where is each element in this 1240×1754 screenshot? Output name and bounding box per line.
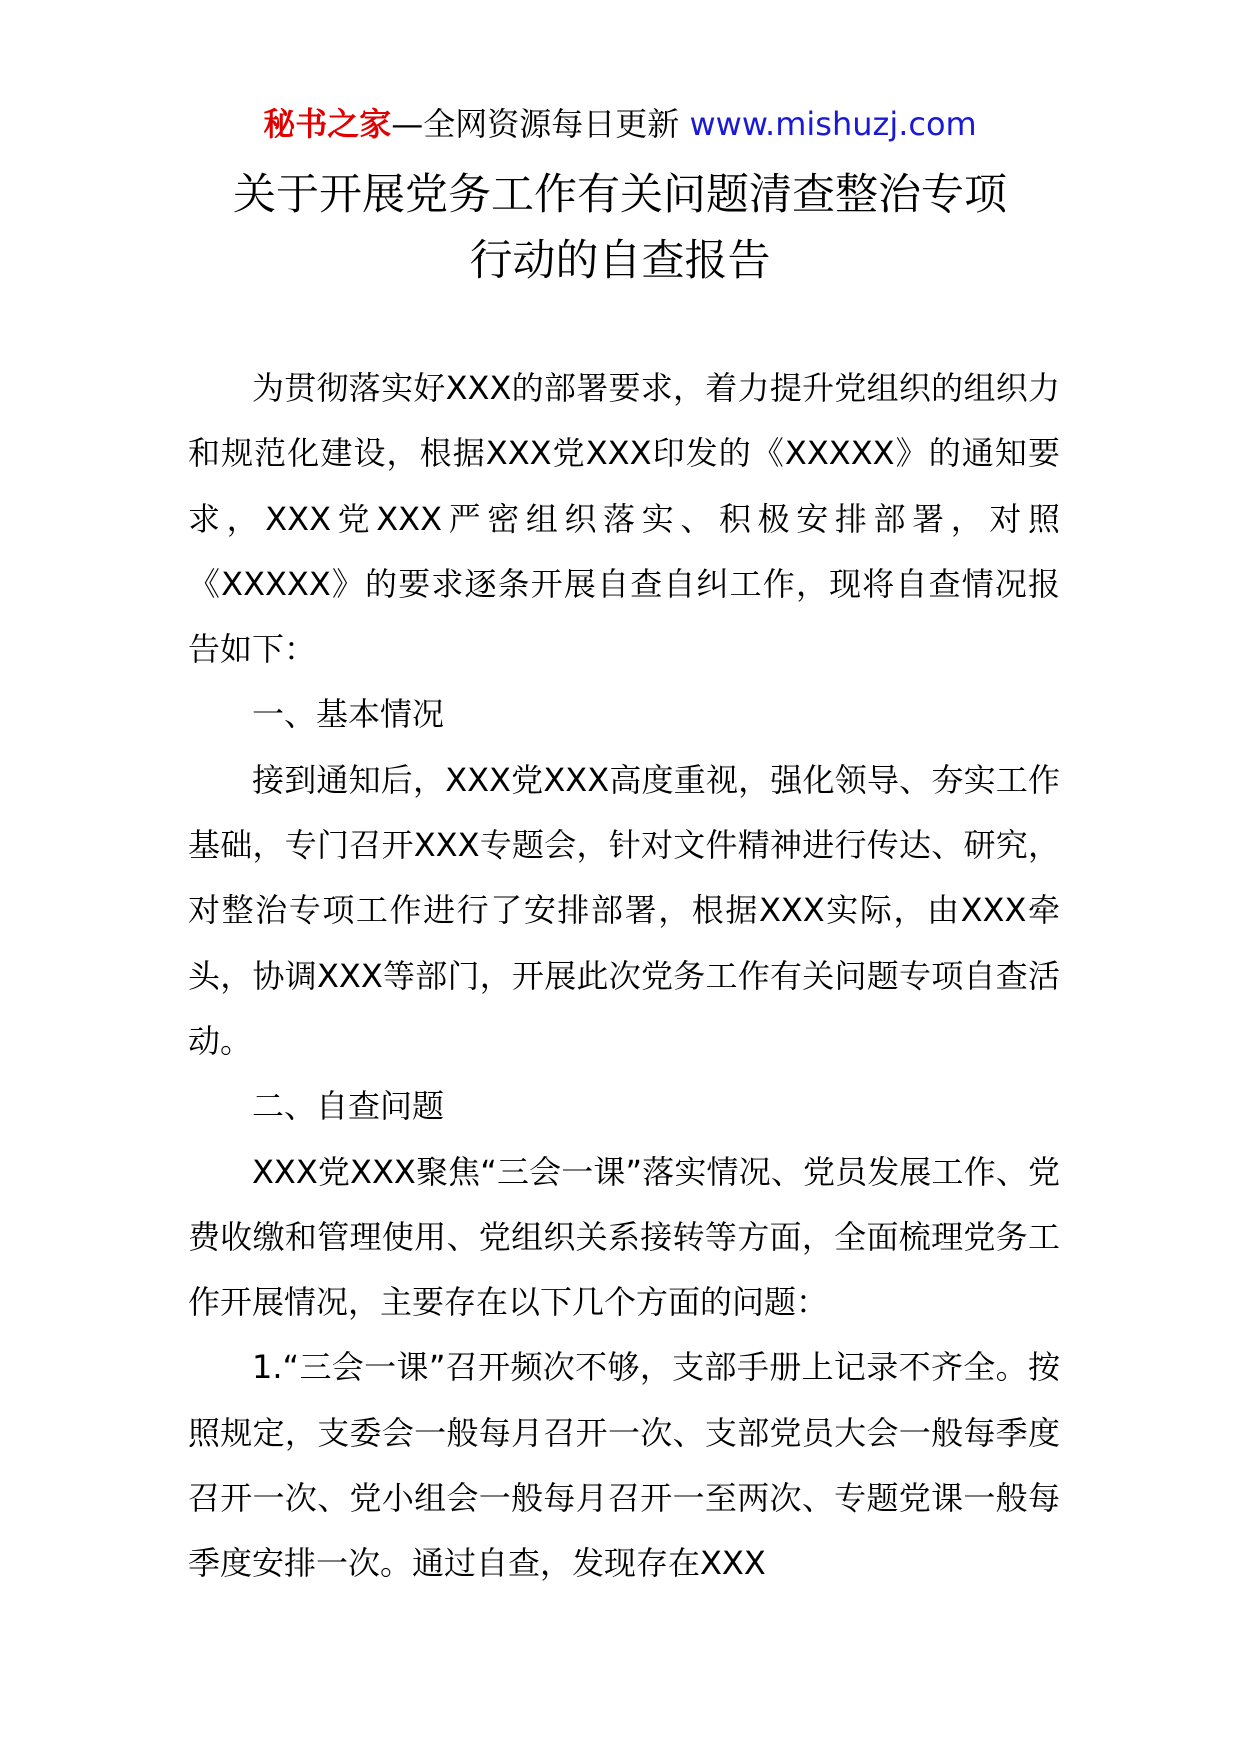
intro-paragraph: 为贯彻落实好XXX的部署要求，着力提升党组织的组织力和规范化建设，根据XXX党XXX印发的《XXXXX》的通知要求，XXX党XXX严密组织落实、积极安排部署，对照《XXXXX》的要求逐条开展自查自纠工作，现将自查情况报告如下： xyxy=(188,369,1060,669)
issue-item-1-paragraph: 1.“三会一课”召开频次不够，支部手册上记录不齐全。按照规定，支委会一般每月召开一次、支部党员大会一般每季度召开一次、党小组会一般每月召开一至两次、专题党课一般每季度安排一次。通过自查，发现存在XXX xyxy=(188,1348,1060,1583)
header-tagline: —全网资源每日更新 xyxy=(391,105,690,143)
section-heading-self-check-issues: 二、自查问题 xyxy=(252,1087,445,1126)
site-header xyxy=(0,102,1240,146)
self-check-issues-paragraph: XXX党XXX聚焦“三会一课”落实情况、党员发展工作、党费收缴和管理使用、党组织关系接转等方面，全面梳理党务工作开展情况，主要存在以下几个方面的问题： xyxy=(188,1152,1060,1322)
brand-name: 秘书之家 xyxy=(263,105,392,143)
section-heading-basic-situation: 一、基本情况 xyxy=(252,695,445,734)
basic-situation-paragraph: 接到通知后，XXX党XXX高度重视，强化领导、夯实工作基础，专门召开XXX专题会，针对文件精神进行传达、研究，对整治专项工作进行了安排部署，根据XXX实际，由XXX牵头，协调XXX等部门，开展此次党务工作有关问题专项自查活动。 xyxy=(188,760,1060,1060)
title-line-2: 行动的自查报告 xyxy=(469,236,771,286)
site-url-link[interactable]: www.mishuzj.com xyxy=(689,105,977,143)
document-body xyxy=(188,356,1060,1597)
title-line-1: 关于开展党务工作有关问题清查整治专项 xyxy=(233,170,1007,220)
document-title xyxy=(150,162,1090,294)
